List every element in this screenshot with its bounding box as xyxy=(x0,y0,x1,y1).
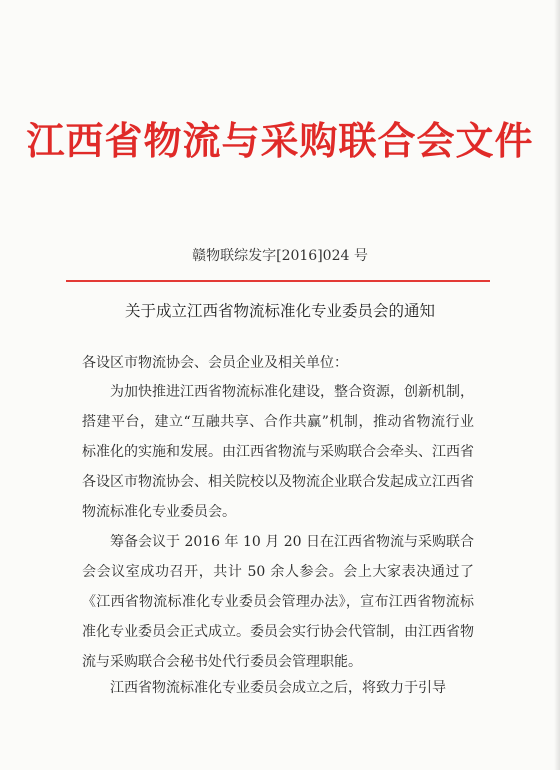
salutation: 各设区市物流协会、会员企业及相关单位： xyxy=(82,355,348,371)
notice-title: 关于成立江西省物流标准化专业委员会的通知 xyxy=(124,302,435,320)
body-paragraph-3: 江西省物流标准化专业委员会成立之后，将致力于引导 xyxy=(110,680,446,696)
red-divider-line xyxy=(66,280,490,282)
issuer-header: 江西省物流与采购联合会文件 xyxy=(26,118,534,163)
body-paragraph-2: 筹备会议于 2016 年 10 月 20 日在江西省物流与采购联合会会议室成功召开，共计 50 余人参会。会上大家表决通过了《江西省物流标准化专业委员会管理办法》，宣布江西省物流标准化专业委员会正式成立。委员会实行协会代管制，由江西省物流与采购联合会秘书处代行委员会管理职能。 xyxy=(82,534,474,670)
scan-edge-shadow xyxy=(554,0,560,770)
body-paragraph-1: 为加快推进江西省物流标准化建设，整合资源，创新机制，搭建平台，建立“互融共享、合作共赢”机制，推动省物流行业标准化的实施和发展。由江西省物流与采购联合会牵头、江西省各设区市物流协会、相关院校以及物流企业联合发起成立江西省物流标准化专业委员会。 xyxy=(82,384,474,520)
document-number: 赣物联综发字[2016]024 号 xyxy=(192,248,368,264)
